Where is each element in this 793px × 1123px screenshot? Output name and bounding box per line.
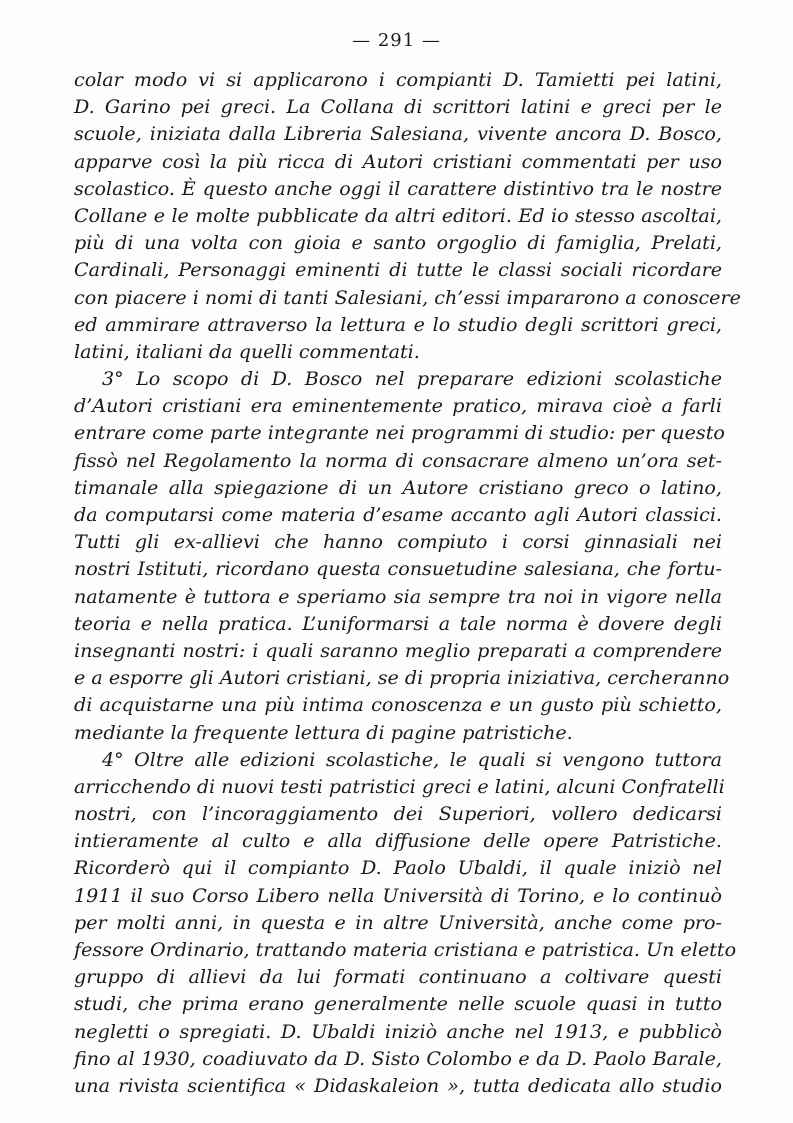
text-line: con piacere i nomi di tanti Salesiani, ch’essi impararono a conoscere	[74, 285, 741, 309]
text-line: più di una volta con gioia e santo orgoglio di famiglia, Prelati,	[74, 231, 722, 255]
text-line: di acquistarne una più intima conoscenza e un gusto più schietto,	[74, 693, 722, 717]
text-line: apparve così la più ricca di Autori cristiani commentati per uso	[74, 149, 722, 173]
text-line: latini, italiani da quelli commentati.	[74, 339, 420, 363]
text-line: una rivista scientifica « Didaskaleion », tutta dedicata allo studio	[74, 1073, 722, 1097]
text-line: Cardinali, Personaggi eminenti di tutte le classi sociali ricordare	[74, 258, 722, 282]
text-line: negletti o spregiati. D. Ubaldi iniziò anche nel 1913, e pubblicò	[74, 1019, 722, 1043]
text-line: insegnanti nostri: i quali saranno meglio preparati a comprendere	[74, 638, 722, 662]
text-line: nostri Istituti, ricordano questa consuetudine salesiana, che fortu-	[74, 557, 722, 581]
text-line: fissò nel Regolamento la norma di consacrare almeno un’ora set-	[74, 448, 722, 472]
text-line: studi, che prima erano generalmente nelle scuole quasi in tutto	[74, 992, 722, 1016]
text-line: intieramente al culto e alla diffusione delle opere Patristiche.	[74, 829, 722, 853]
text-line: 1911 il suo Corso Libero nella Università di Torino, e lo continuò	[74, 883, 722, 907]
text-line: scuole, iniziata dalla Libreria Salesiana, vivente ancora D. Bosco,	[74, 122, 722, 146]
text-line: 4° Oltre alle edizioni scolastiche, le quali si vengono tuttora	[102, 747, 722, 771]
text-line: per molti anni, in questa e in altre Università, anche come pro-	[74, 910, 722, 934]
text-line: ed ammirare attraverso la lettura e lo studio degli scrittori greci,	[74, 312, 722, 336]
text-line: 3° Lo scopo di D. Bosco nel preparare edizioni scolastiche	[102, 367, 722, 391]
text-line: entrare come parte integrante nei programmi di studio: per questo	[74, 421, 725, 445]
text-line: teoria e nella pratica. L’uniformarsi a tale norma è dovere degli	[74, 611, 722, 635]
text-line: d’Autori cristiani era eminentemente pratico, mirava cioè a farli	[74, 394, 722, 418]
text-line: fessore Ordinario, trattando materia cristiana e patristica. Un eletto	[74, 938, 737, 961]
text-line: gruppo di allievi da lui formati continuano a coltivare questi	[74, 965, 722, 989]
text-line: natamente è tuttora e speriamo sia sempre tra noi in vigore nella	[74, 584, 722, 608]
text-line: mediante la frequente lettura di pagine patristiche.	[74, 720, 573, 744]
text-line: e a esporre gli Autori cristiani, se di propria iniziativa, cercheranno	[74, 666, 730, 690]
text-line: arricchendo di nuovi testi patristici greci e latini, alcuni Confratelli	[74, 774, 725, 798]
page-number: — 291 —	[352, 30, 441, 51]
text-line: scolastico. È questo anche oggi il carattere distintivo tra le nostre	[74, 176, 722, 200]
text-line: Ricorderò qui il compianto D. Paolo Ubaldi, il quale iniziò nel	[74, 856, 722, 880]
text-line: Collane e le molte pubblicate da altri editori. Ed io stesso ascoltai,	[74, 203, 722, 227]
text-line: fino al 1930, coadiuvato da D. Sisto Colombo e da D. Paolo Barale,	[74, 1046, 722, 1070]
text-line: timanale alla spiegazione di un Autore cristiano greco o latino,	[74, 475, 722, 499]
text-line: nostri, con l’incoraggiamento dei Superiori, vollero dedicarsi	[74, 802, 722, 826]
text-line: colar modo vi si applicarono i compianti D. Tamietti pei latini,	[74, 68, 722, 91]
body-text	[74, 66, 741, 1099]
text-line: da computarsi come materia d’esame accanto agli Autori classici.	[74, 503, 722, 526]
text-line: Tutti gli ex-allievi che hanno compiuto i corsi ginnasiali nei	[74, 530, 722, 554]
text-line: D. Garino pei greci. La Collana di scrittori latini e greci per le	[74, 95, 722, 119]
